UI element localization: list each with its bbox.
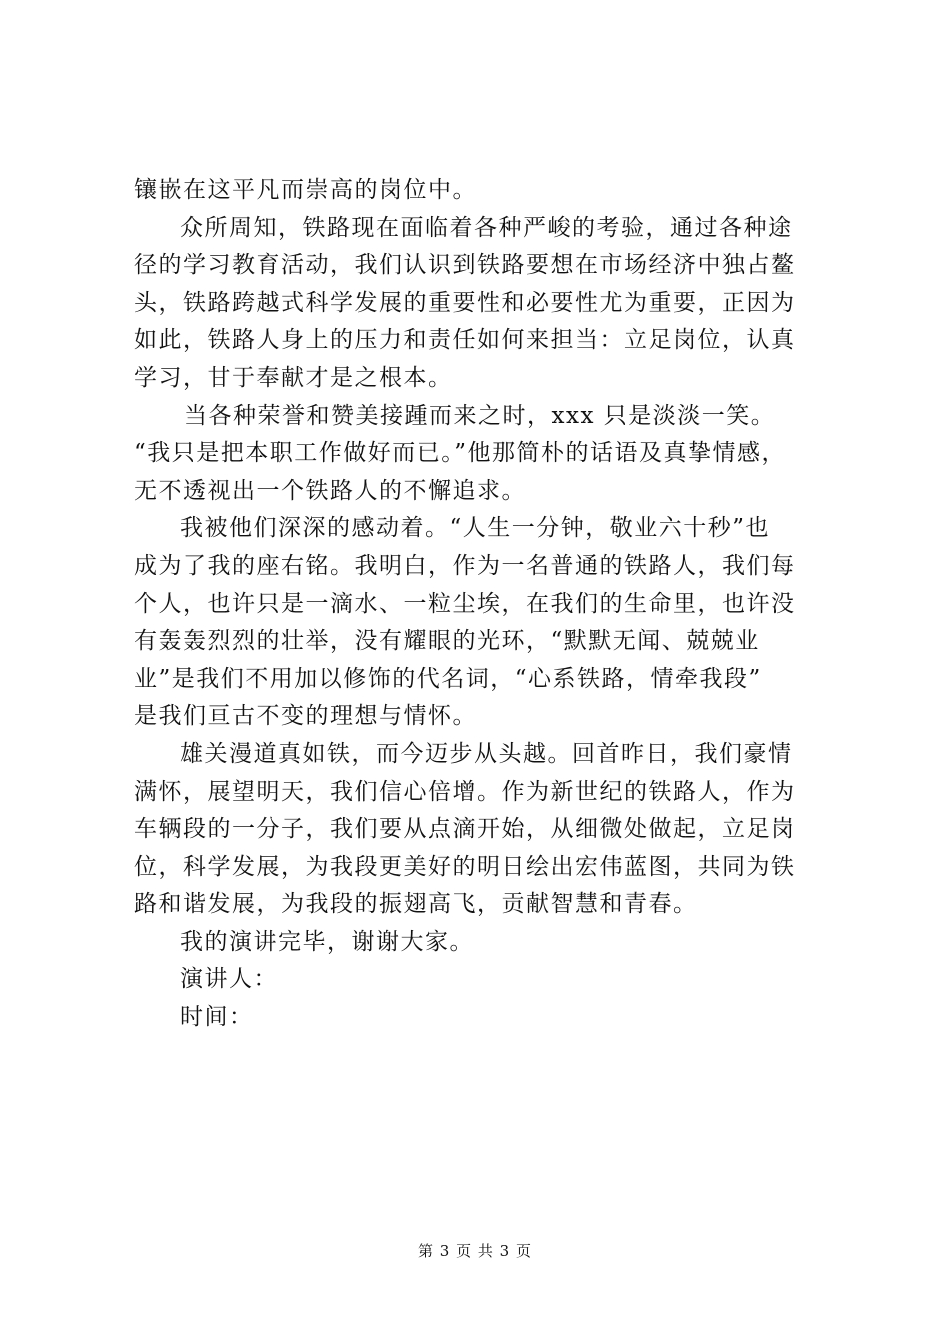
text-line: 学习，甘于奉献才是之根本。 xyxy=(134,364,453,391)
text-line: 众所周知，铁路现在面临着各种严峻的考验，通过各种途 xyxy=(180,214,793,241)
text-line: 如此，铁路人身上的压力和责任如何来担当：立足岗位，认真 xyxy=(134,327,796,354)
text-line: 我被他们深深的感动着。“人生一分钟，敬业六十秒”也 xyxy=(180,515,771,542)
text-line: “我只是把本职工作做好而已。”他那简朴的话语及真挚情感， xyxy=(134,440,787,467)
speaker-label: 演讲人： xyxy=(180,966,278,993)
text-line: 有轰轰烈烈的壮举，没有耀眼的光环，“默默无闻、兢兢业 xyxy=(134,628,760,655)
text-line: 当各种荣誉和赞美接踵而来之时，xxx 只是淡淡一笑。 xyxy=(184,402,776,429)
text-line: 路和谐发展，为我段的振翅高飞，贡献智慧和青春。 xyxy=(134,891,698,918)
document-body xyxy=(134,172,834,1037)
text-line: 镶嵌在这平凡而崇高的岗位中。 xyxy=(134,177,477,203)
text-line: 是我们亘古不变的理想与情怀。 xyxy=(134,703,477,730)
text-line: 径的学习教育活动，我们认识到铁路要想在市场经济中独占鳌 xyxy=(134,252,796,279)
text-line: 雄关漫道真如铁，而今迈步从头越。回首昨日，我们豪情 xyxy=(180,740,793,767)
text-line: 位，科学发展，为我段更美好的明日绘出宏伟蓝图，共同为铁 xyxy=(134,853,796,880)
text-line: 车辆段的一分子，我们要从点滴开始，从细微处做起，立足岗 xyxy=(134,816,796,843)
text-line: 成为了我的座右铭。我明白，作为一名普通的铁路人，我们每 xyxy=(134,552,796,579)
text-line: 无不透视出一个铁路人的不懈追求。 xyxy=(134,477,526,504)
page-number-footer: 第 3 页 共 3 页 xyxy=(418,1242,532,1260)
text-line: 头，铁路跨越式科学发展的重要性和必要性尤为重要，正因为 xyxy=(134,289,796,316)
text-line: 业”是我们不用加以修饰的代名词，“心系铁路，情牵我段” xyxy=(134,665,762,692)
text-line: 满怀，展望明天，我们信心倍增。作为新世纪的铁路人，作为 xyxy=(134,778,796,805)
time-label: 时间： xyxy=(180,1004,254,1031)
closing-line: 我的演讲完毕，谢谢大家。 xyxy=(180,928,474,955)
text-line: 个人，也许只是一滴水、一粒尘埃，在我们的生命里，也许没 xyxy=(134,590,796,617)
